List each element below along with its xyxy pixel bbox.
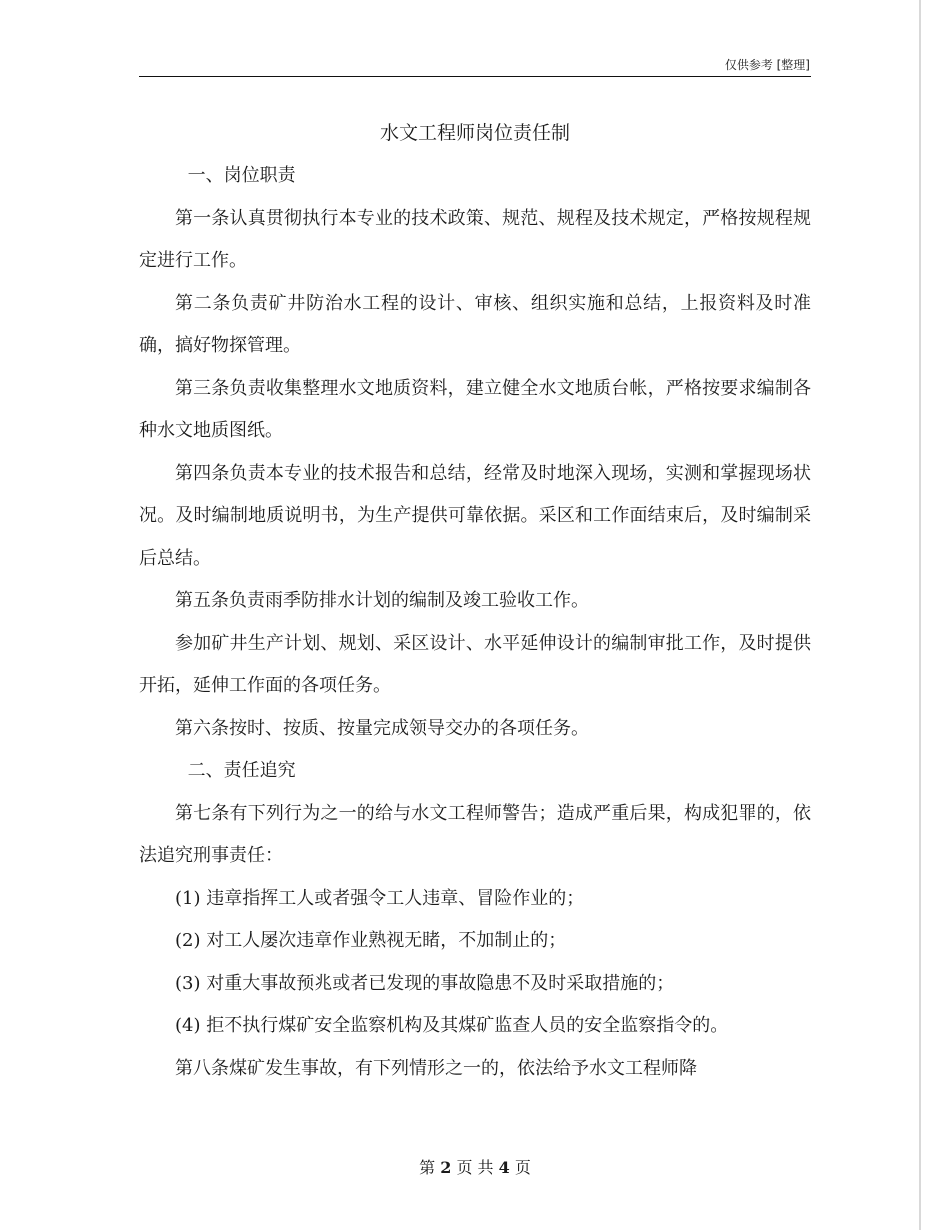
footer-suffix: 页: [514, 1158, 531, 1177]
header-note: 仅供参考 [整理]: [724, 58, 810, 72]
page-footer: [0, 1155, 950, 1178]
document-title: 水文工程师岗位责任制: [379, 122, 570, 144]
list-item-2: (2) 对工人屡次违章作业熟视无睹，不加制止的；: [175, 930, 567, 951]
list-item-1: (1) 违章指挥工人或者强令工人违章、冒险作业的；: [175, 887, 585, 909]
article-3: 第三条负责收集整理水文地质资料，建立健全水文地质台帐，严格按要求编制各种水文地质图纸。: [139, 377, 811, 441]
document-body: [139, 155, 811, 1090]
footer-middle: 页 共: [456, 1158, 494, 1177]
article-8: 第八条煤矿发生事故，有下列情形之一的，依法给予水文工程师降: [175, 1057, 697, 1079]
article-7: 第七条有下列行为之一的给与水文工程师警告；造成严重后果，构成犯罪的，依法追究刑事责任：: [139, 802, 811, 866]
list-item-3: (3) 对重大事故预兆或者已发现的事故隐患不及时采取措施的；: [175, 972, 675, 994]
article-2: 第二条负责矿井防治水工程的设计、审核、组织实施和总结，上报资料及时准确，搞好物探管理。: [139, 292, 811, 356]
page-edge-divider: [919, 0, 921, 1230]
article-6: 第六条按时、按质、按量完成领导交办的各项任务。: [175, 717, 589, 739]
article-5-continued: 参加矿井生产计划、规划、采区设计、水平延伸设计的编制审批工作，及时提供开拓，延伸工作面的各项任务。: [139, 632, 811, 696]
section-heading-duties: 一、岗位职责: [187, 165, 296, 186]
list-item-4: (4) 拒不执行煤矿安全监察机构及其煤矿监查人员的安全监察指令的。: [175, 1015, 729, 1036]
section-heading-accountability: 二、责任追究: [187, 760, 296, 781]
article-1: 第一条认真贯彻执行本专业的技术政策、规范、规程及技术规定，严格按规程规定进行工作。: [139, 207, 811, 271]
footer-prefix: 第: [419, 1158, 436, 1177]
footer-total-pages: 4: [498, 1158, 510, 1177]
article-4: 第四条负责本专业的技术报告和总结，经常及时地深入现场，实测和掌握现场状况。及时编制地质说明书，为生产提供可靠依据。采区和工作面结束后，及时编制采后总结。: [139, 462, 811, 569]
footer-page-number: 2: [440, 1158, 452, 1177]
article-5: 第五条负责雨季防排水计划的编制及竣工验收工作。: [175, 590, 589, 611]
header-rule: [139, 76, 811, 77]
